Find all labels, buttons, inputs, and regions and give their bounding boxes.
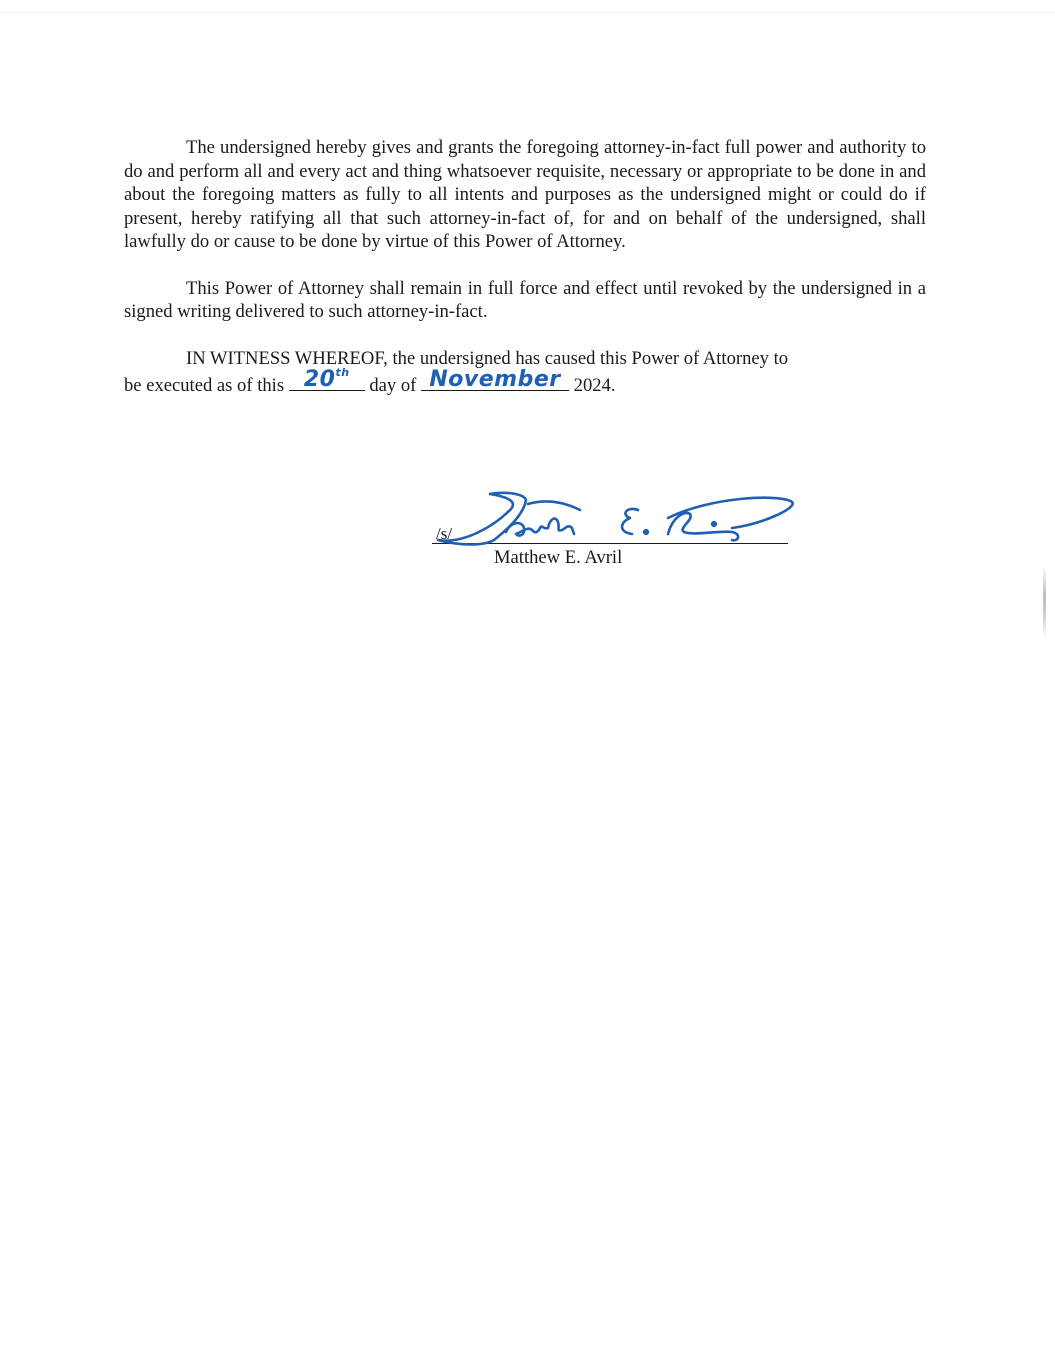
handwritten-day-suffix: th (335, 366, 350, 379)
signature-stroke-cross (528, 502, 580, 510)
month-fill-in (421, 367, 569, 392)
handwritten-month: November (429, 367, 561, 392)
witness-line-1: IN WITNESS WHEREOF, the undersigned has caused this Power of Attorney to (186, 347, 789, 369)
signature-block (432, 488, 788, 578)
signature-dot (644, 530, 648, 534)
scan-artifact (1043, 566, 1046, 638)
signature-dot-2 (712, 522, 716, 526)
year-text: 2024. (573, 375, 616, 396)
signature-stroke-avril (668, 513, 738, 540)
signatory-name: Matthew E. Avril (494, 547, 623, 568)
witness-line-2 (124, 366, 926, 398)
signature-prefix: /s/ (436, 524, 453, 543)
handwritten-day (289, 361, 365, 392)
document-body (124, 136, 926, 398)
day-of-label: day of (369, 375, 417, 396)
paragraph-revocation: This Power of Attorney shall remain in full force and effect until revoked by the undersigned in a signed writing delivered to such attorney-in-fact. (124, 277, 926, 322)
signature-stroke-lead (438, 493, 526, 545)
day-fill-in (289, 366, 365, 392)
signature-stroke-e (622, 509, 638, 534)
witness-clause (124, 347, 926, 398)
paragraph-grant-of-authority: The undersigned hereby gives and grants the foregoing attorney-in-fact full power and authority to do and perform all and every act and thing whatsoever requisite, necessary or appropriate to be done in and about the foregoing matters as fully to all intents and purposes as the undersigned might or could do if present, hereby ratifying all that such attorney-in-fact of, for and on behalf of the undersigned, shall lawfully do or cause to be done by virtue of this Power of Attorney. (124, 137, 926, 252)
signature-stroke-body (506, 519, 574, 536)
handwritten-signature (432, 488, 796, 548)
handwritten-day-number: 20 (303, 367, 336, 392)
witness-prefix: be executed as of this (124, 375, 285, 396)
scan-edge (0, 12, 1055, 13)
